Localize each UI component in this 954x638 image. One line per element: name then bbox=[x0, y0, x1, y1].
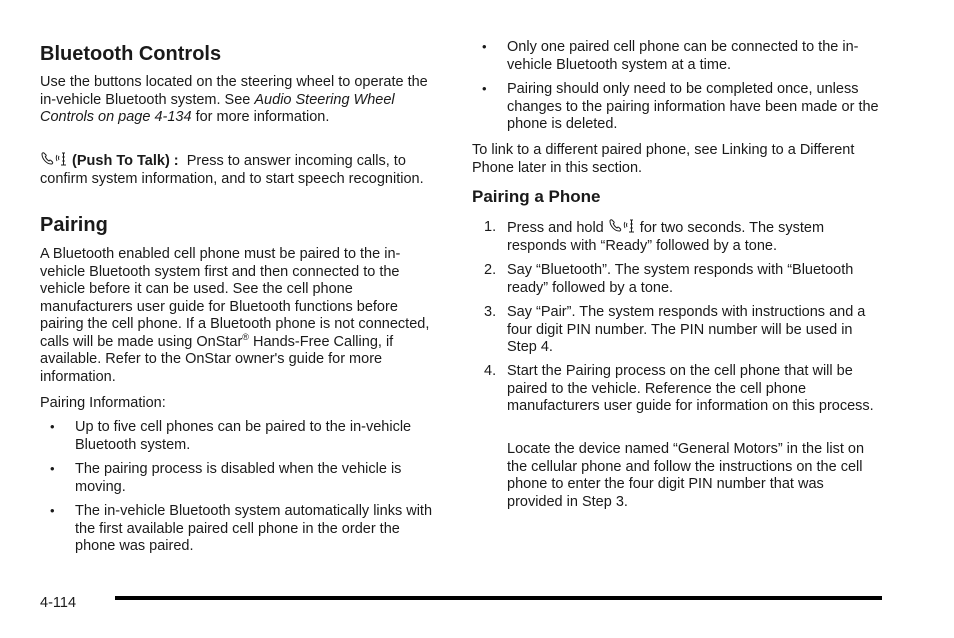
ptt-label: (Push To Talk) : bbox=[72, 153, 179, 169]
ptt-paragraph bbox=[40, 152, 442, 188]
intro-paragraph: Use the buttons located on the steering wheel to operate the in-vehicle Bluetooth system. See Audio Steering Wheel Controls on page 4-134 for more information. bbox=[40, 74, 428, 125]
bullet-icon: • bbox=[50, 461, 55, 476]
ptt-text: Press to answer incoming calls, to confirm system information, and to start speech recognition. bbox=[40, 153, 424, 187]
page-number: 4-114 bbox=[40, 595, 77, 611]
link-paragraph: To link to a different paired phone, see Linking to a Different Phone later in this section. bbox=[472, 142, 855, 176]
footer-rule bbox=[115, 596, 882, 600]
locate-paragraph: Locate the device named “General Motors” in the list on the cellular phone and follow the instructions on the cell phone to enter the four digit PIN number that was provided in Step 3. bbox=[507, 441, 865, 510]
bullet-icon: • bbox=[50, 503, 55, 518]
pairing-info-label: Pairing Information: bbox=[40, 395, 166, 411]
bullet-icon: • bbox=[482, 39, 487, 54]
push-to-talk-icon bbox=[40, 152, 68, 166]
pairing-paragraph: A Bluetooth enabled cell phone must be paired to the in-vehicle Bluetooth system first and then connected to the vehicle before it can be used. See the cell phone manufacturers user guide for Bluetooth functions before pairing the cell phone. If a Bluetooth phone is not connected, calls will be made using OnStar® Hands-Free Calling, if available. Refer to the OnStar owner's guide for more information. bbox=[40, 246, 430, 385]
intro-reference: Audio Steering Wheel Controls on page 4-134 bbox=[40, 91, 395, 125]
registered-mark: ® bbox=[242, 331, 249, 342]
heading-pairing: Pairing bbox=[40, 214, 108, 236]
bullet-icon: • bbox=[482, 81, 487, 96]
heading-pairing-a-phone: Pairing a Phone bbox=[472, 187, 601, 206]
bullet-icon: • bbox=[50, 419, 55, 434]
push-to-talk-icon bbox=[608, 219, 636, 233]
heading-bluetooth-controls: Bluetooth Controls bbox=[40, 43, 222, 65]
